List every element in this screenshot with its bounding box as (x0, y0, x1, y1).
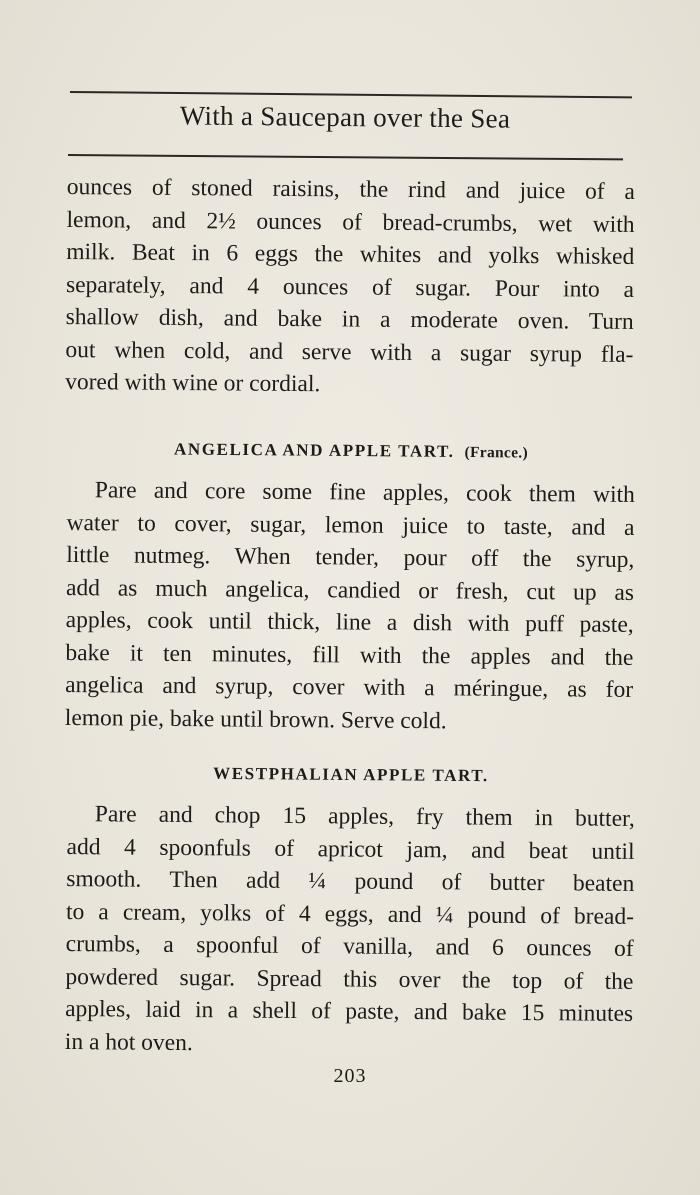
text-line: crumbs, a spoonful of vanilla, and 6 ounces of (65, 930, 634, 962)
recipe-origin: (France.) (464, 443, 529, 462)
text-line: ounces of stoned raisins, the rind and juice of a (66, 173, 635, 205)
text-line: vored with wine or cordial. (65, 368, 321, 398)
recipe-body-westphalian (65, 798, 635, 1063)
running-title: With a Saucepan over the Sea (179, 100, 511, 134)
text-line: apples, laid in a shell of paste, and bake 15 minutes (65, 995, 634, 1027)
text-line: separately, and 4 ounces of sugar. Pour into a (65, 271, 635, 303)
text-line: bake it ten minutes, fill with the apples and the (65, 639, 634, 671)
recipe-heading-westphalian (67, 763, 635, 788)
recipe-heading-angelica (67, 439, 635, 464)
header-rule-bottom (68, 154, 623, 160)
text-line: Pare and chop 15 apples, fry them in butter, (94, 801, 635, 832)
header-rule-top (70, 91, 632, 98)
text-line: apples, cook until thick, line a dish with puff paste, (65, 606, 634, 638)
text-line: add 4 spoonfuls of apricot jam, and beat until (66, 833, 635, 865)
text-line: add as much angelica, candied or fresh, cut up as (65, 574, 635, 606)
text-line: powdered sugar. Spread this over the top of the (65, 963, 634, 995)
page-number: 203 (333, 1065, 367, 1087)
text-line: angelica and syrup, cover with a méringue, as for (65, 671, 634, 703)
text-line: little nutmeg. When tender, pour off the syrup, (66, 541, 635, 573)
text-line: to a cream, yolks of 4 eggs, and ¼ pound of bread- (65, 898, 635, 930)
text-line: milk. Beat in 6 eggs the whites and yolks whisked (66, 238, 635, 270)
text-line: water to cover, sugar, lemon juice to taste, and a (66, 509, 635, 541)
text-line: lemon pie, bake until brown. Serve cold. (64, 704, 447, 734)
text-line: lemon, and 2½ ounces of bread-crumbs, wet with (66, 206, 635, 238)
recipe-body-angelica (65, 474, 635, 739)
text-line: Pare and core some fine apples, cook them with (94, 477, 635, 508)
text-line: shallow dish, and bake in a moderate oven. Turn (65, 303, 634, 335)
recipe-title: ANGELICA AND APPLE TART. (173, 439, 455, 461)
recipe-title: WESTPHALIAN APPLE TART. (213, 763, 489, 786)
text-line: in a hot oven. (64, 1028, 193, 1056)
continuation-paragraph (65, 171, 635, 403)
text-line: smooth. Then add ¼ pound of butter beaten (66, 865, 635, 897)
text-line: out when cold, and serve with a sugar syrup fla- (65, 336, 634, 368)
